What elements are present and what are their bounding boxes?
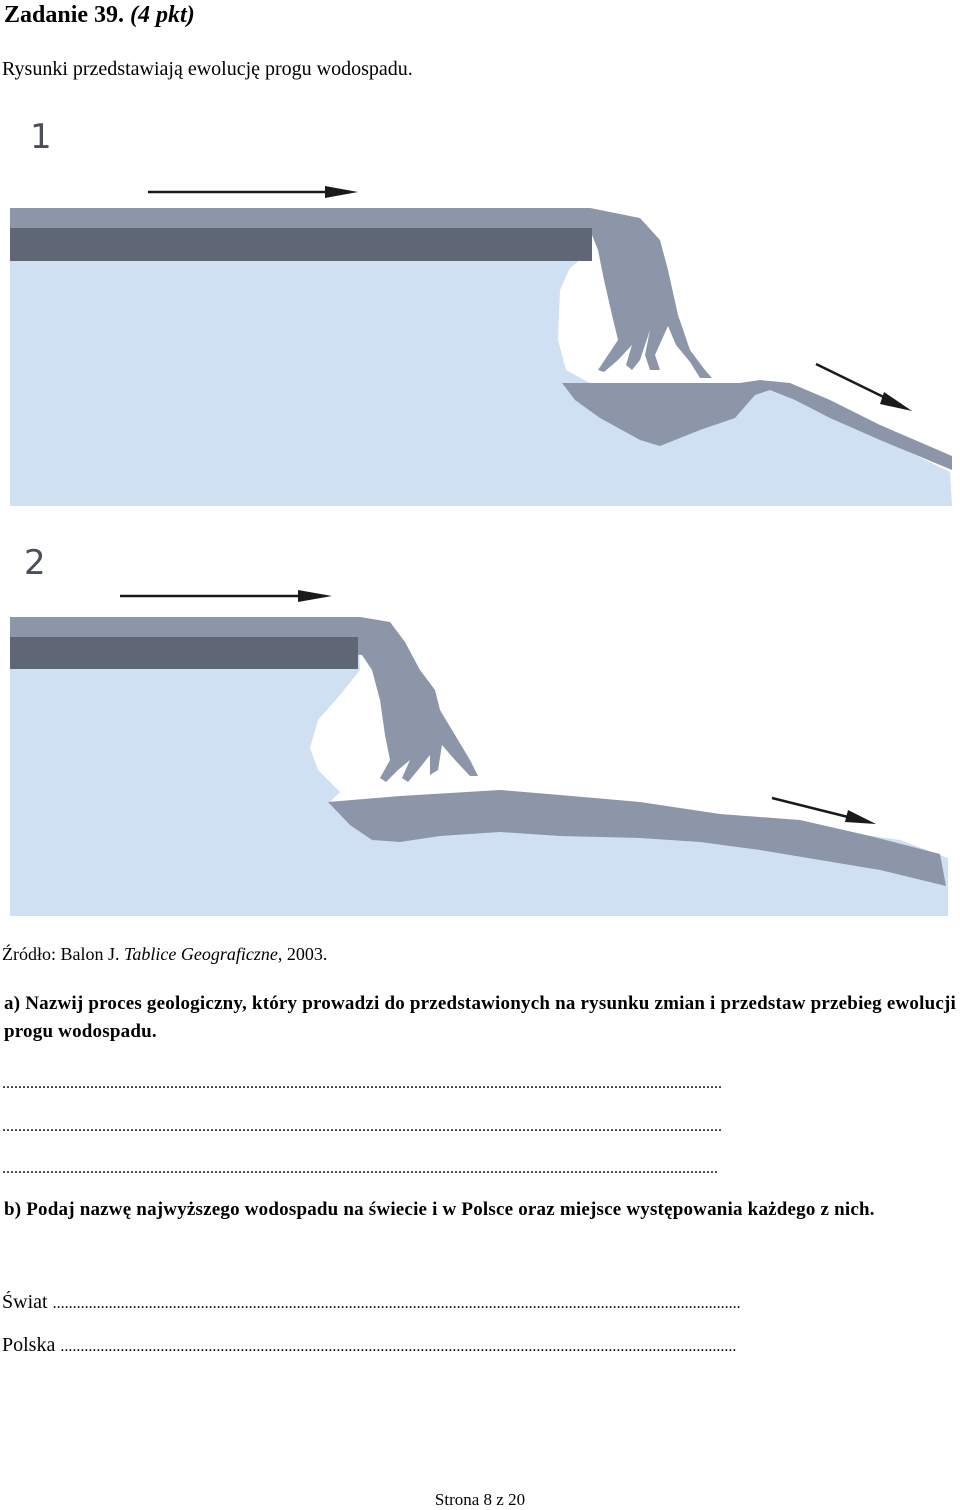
waterfall-figure-1	[0, 100, 960, 520]
figure-1-label: 1	[30, 117, 52, 157]
task-points: (4 pkt)	[130, 2, 195, 28]
question-b: b) Podaj nazwę najwyższego wodospadu na świecie i w Polsce oraz miejsce występowania każdego z nich.	[4, 1199, 875, 1220]
answer-world-label: Świat	[2, 1291, 48, 1313]
answer-line-a-2[interactable]: ....................................................................................................................................................................................	[2, 1118, 722, 1135]
waterfall-figure-2	[0, 520, 960, 930]
hard-rock-layer-2	[10, 637, 358, 669]
answer-world-dots[interactable]: ............................................................................................................................................................................	[52, 1295, 741, 1312]
figure-2-label: 2	[24, 543, 46, 583]
page-footer: Strona 8 z 20	[434, 1490, 526, 1509]
answer-poland-label: Polska	[2, 1334, 56, 1356]
task-number: Zadanie 39.	[4, 2, 125, 28]
answer-poland-dots[interactable]: .........................................................................................................................................................................	[60, 1338, 737, 1355]
hard-rock-layer-1	[10, 228, 592, 261]
flow-arrow-top-1	[148, 186, 358, 198]
flow-arrow-top-2	[120, 590, 332, 602]
answer-poland[interactable]	[2, 1334, 955, 1357]
source-citation	[2, 944, 327, 965]
source-prefix: Źródło: Balon J.	[2, 944, 120, 964]
answer-line-a-3[interactable]: ...................................................................................................................................................................................	[2, 1160, 718, 1177]
question-a: a) Nazwij proces geologiczny, który prowadzi do przedstawionych na rysunku zmian i przedstaw przebieg ewolucji progu wodospadu.	[4, 993, 956, 1042]
intro-text: Rysunki przedstawiają ewolucję progu wodospadu.	[2, 58, 413, 80]
task-title	[4, 2, 195, 29]
source-year: , 2003.	[277, 944, 328, 964]
answer-world[interactable]	[2, 1291, 955, 1314]
answer-line-a-1[interactable]: ....................................................................................................................................................................................	[2, 1075, 722, 1092]
source-title: Tablice Geograficzne	[124, 944, 278, 964]
